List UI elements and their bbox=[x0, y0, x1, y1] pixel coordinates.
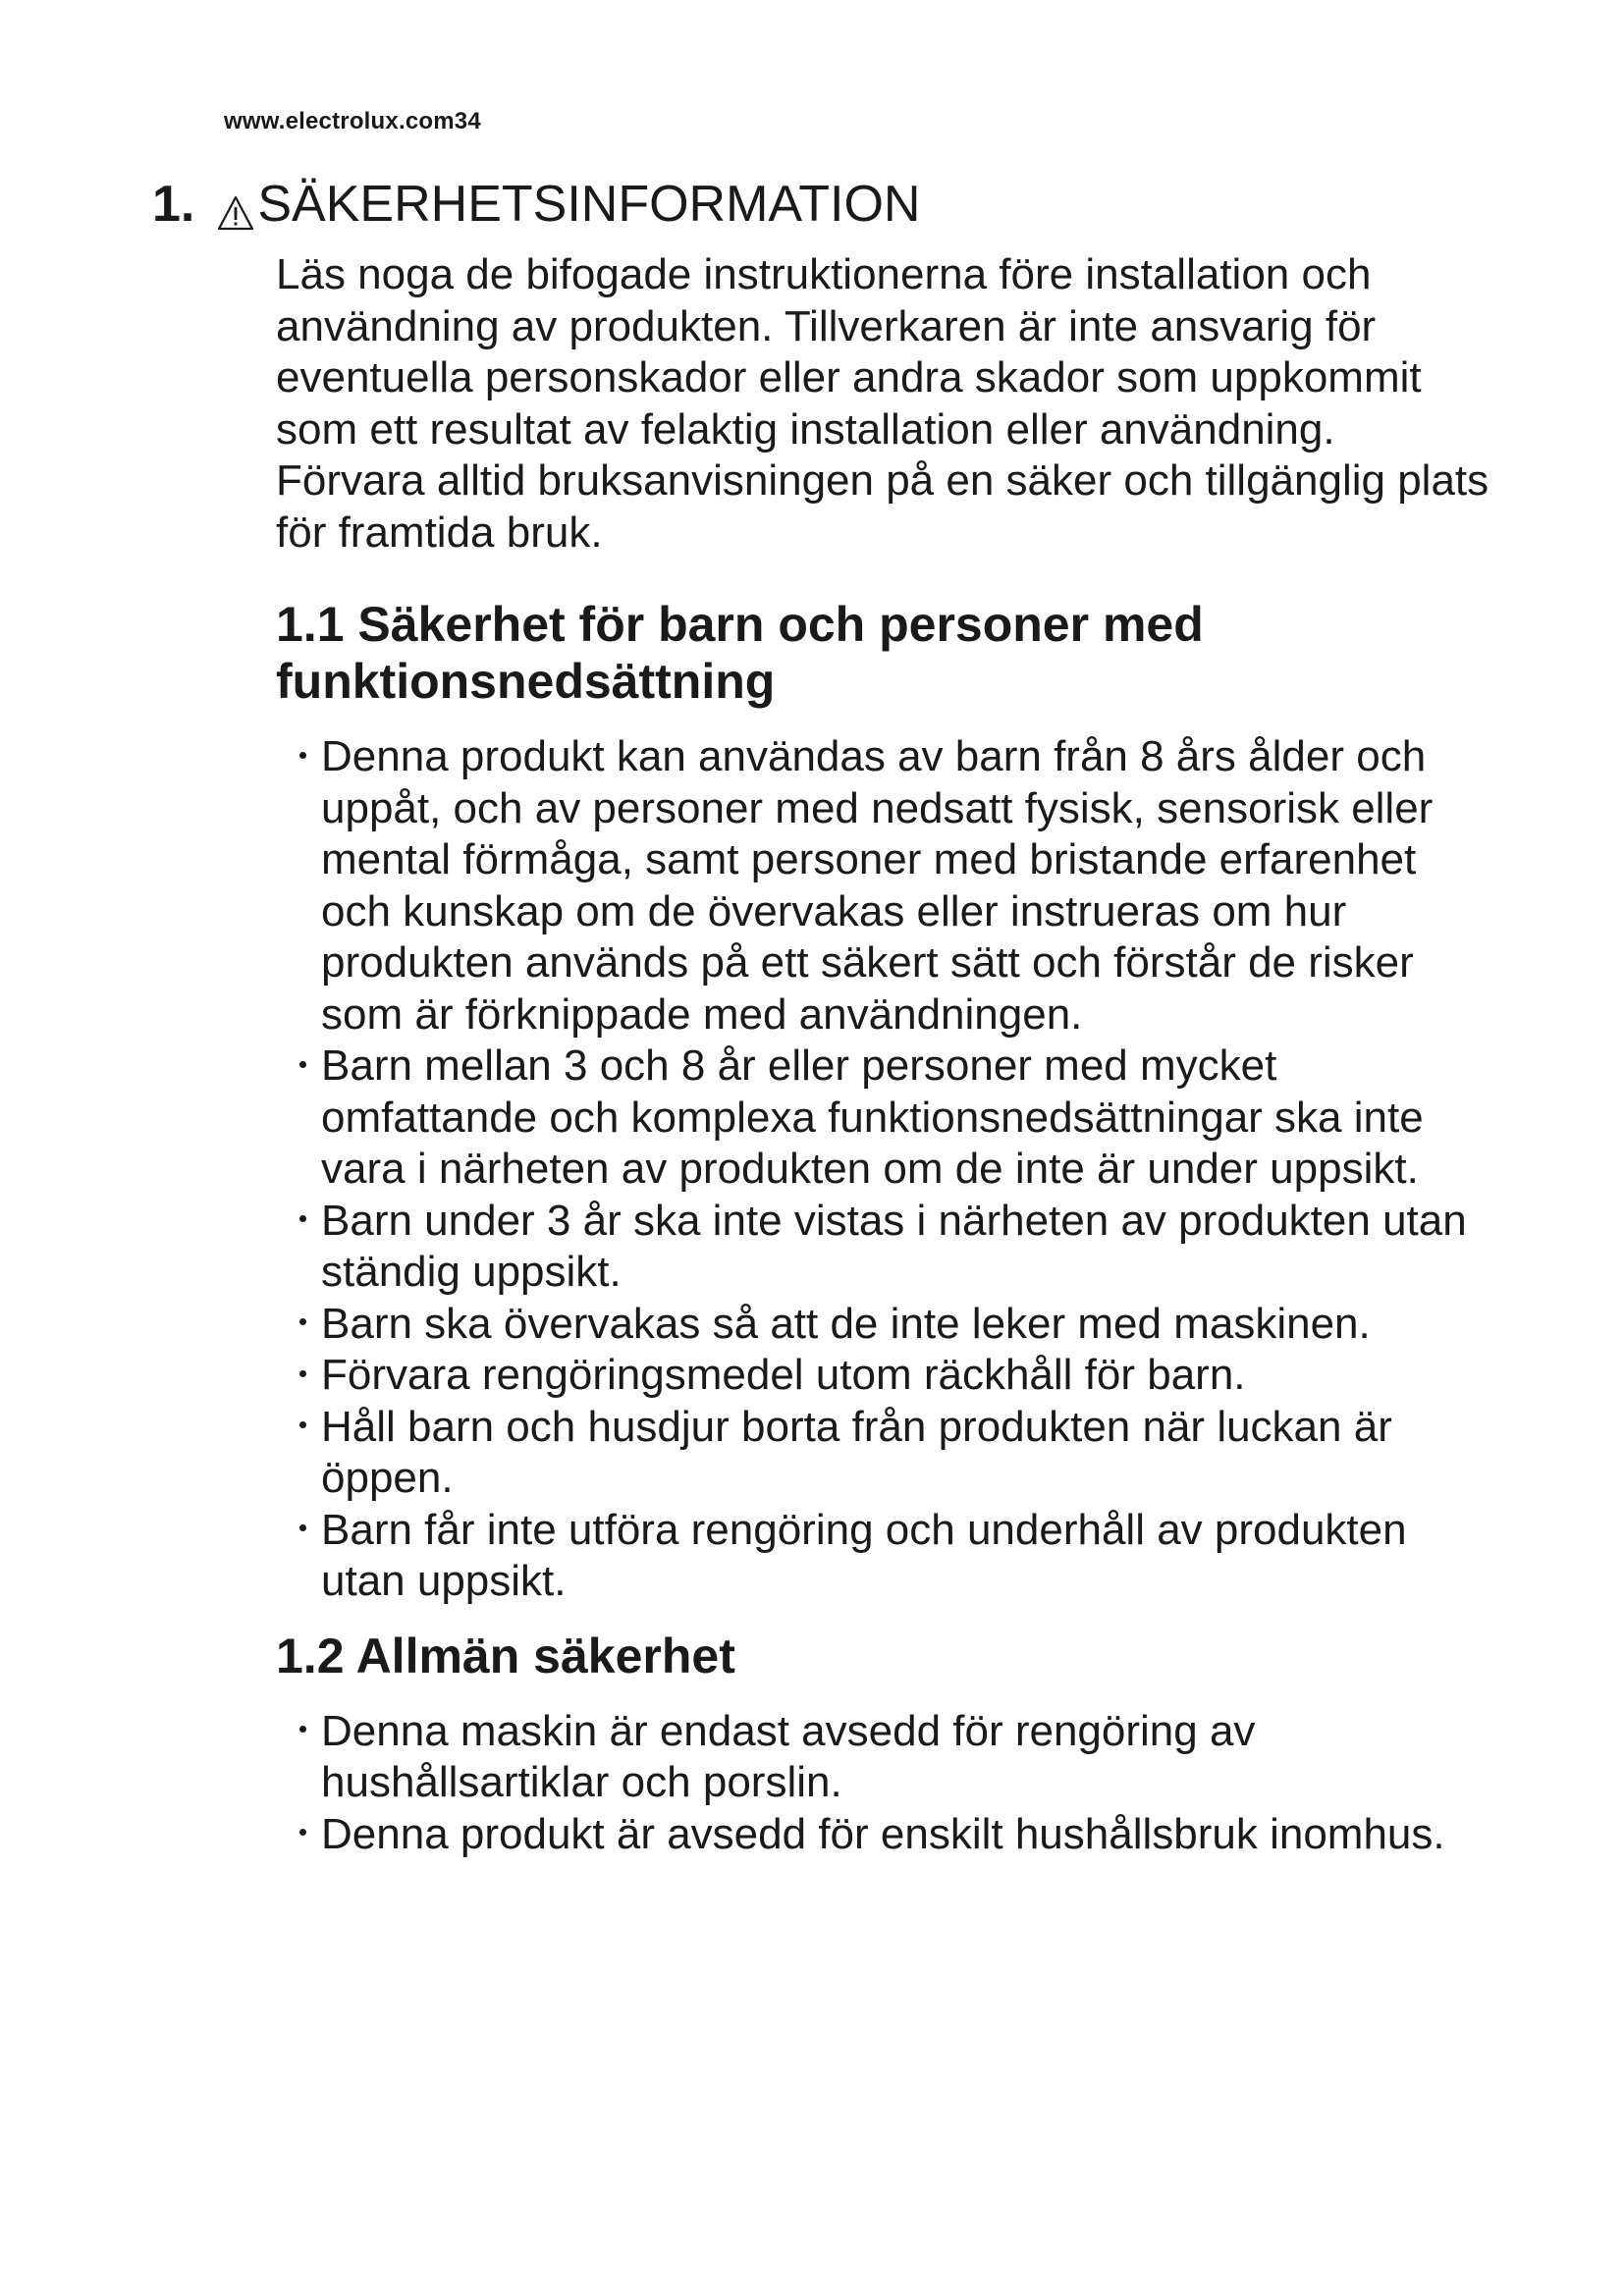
section-title-text: SÄKERHETSINFORMATION bbox=[257, 176, 921, 233]
subsection-1-number: 1.1 bbox=[276, 597, 345, 652]
list-item-text: Barn får inte utföra rengöring och underhåll av produkten utan uppsikt. bbox=[321, 1505, 1407, 1605]
subsection-1-list bbox=[276, 731, 1493, 1608]
bullet-icon bbox=[299, 752, 306, 759]
list-item bbox=[276, 1706, 1493, 1809]
document-body bbox=[276, 249, 1493, 1860]
page-header: www.electrolux.com34 bbox=[224, 108, 481, 134]
bullet-icon bbox=[299, 1726, 306, 1733]
bullet-icon bbox=[299, 1421, 306, 1428]
bullet-icon bbox=[299, 1370, 306, 1377]
bullet-icon bbox=[299, 1215, 306, 1222]
list-item-text: Denna maskin är endast avsedd för rengöring av hushållsartiklar och porslin. bbox=[321, 1706, 1256, 1806]
list-item-text: Barn ska övervakas så att de inte leker med maskinen. bbox=[321, 1299, 1371, 1348]
subsection-2-list bbox=[276, 1706, 1493, 1861]
list-item bbox=[276, 1809, 1493, 1861]
list-item bbox=[276, 1299, 1493, 1351]
intro-paragraph: Läs noga de bifogade instruktionerna före installation och användning av produkten. Tillverkaren är inte ansvarig för eventuella personskador eller andra skador som uppkommit som ett resultat av felaktig installation eller användning. Förvara alltid bruksanvisningen på en säker och tillgänglig plats för framtida bruk. bbox=[276, 250, 1489, 557]
list-item bbox=[276, 1402, 1493, 1505]
subsection-2-title: Allmän säkerhet bbox=[355, 1628, 735, 1683]
warning-triangle-icon bbox=[216, 186, 255, 223]
subsection-1-heading bbox=[276, 596, 1493, 710]
list-item bbox=[276, 1041, 1493, 1196]
list-item bbox=[276, 1505, 1493, 1608]
list-item-text: Denna produkt kan användas av barn från 8 års ålder och uppåt, och av personer med nedsatt fysisk, sensorisk eller mental förmåga, samt personer med bristande erfarenhet och kunskap om de övervakas eller instrueras om hur produkten används på ett säkert sätt och förstår de risker som är förknippade med användningen. bbox=[321, 732, 1434, 1039]
list-item-text: Denna produkt är avsedd för enskilt hushållsbruk inomhus. bbox=[321, 1809, 1445, 1858]
bullet-icon bbox=[299, 1318, 306, 1325]
subsection-1-title: Säkerhet för barn och personer med funktionsnedsättning bbox=[276, 597, 1204, 709]
bullet-icon bbox=[299, 1524, 306, 1531]
list-item bbox=[276, 1350, 1493, 1402]
list-item-text: Barn mellan 3 och 8 år eller personer med mycket omfattande och komplexa funktionsnedsättningar ska inte vara i närheten av produkten om de inte är under uppsikt. bbox=[321, 1041, 1424, 1193]
list-item-text: Barn under 3 år ska inte vistas i närheten av produkten utan ständig uppsikt. bbox=[321, 1196, 1467, 1296]
section-number: 1. bbox=[152, 176, 195, 233]
bullet-icon bbox=[299, 1829, 306, 1836]
list-item bbox=[276, 1196, 1493, 1299]
list-item bbox=[276, 731, 1493, 1041]
section-title bbox=[152, 175, 920, 234]
subsection-2-heading bbox=[276, 1628, 1493, 1684]
list-item-text: Håll barn och husdjur borta från produkten när luckan är öppen. bbox=[321, 1402, 1392, 1502]
list-item-text: Förvara rengöringsmedel utom räckhåll för barn. bbox=[321, 1351, 1246, 1399]
subsection-2-number: 1.2 bbox=[276, 1628, 345, 1683]
bullet-icon bbox=[299, 1061, 306, 1068]
